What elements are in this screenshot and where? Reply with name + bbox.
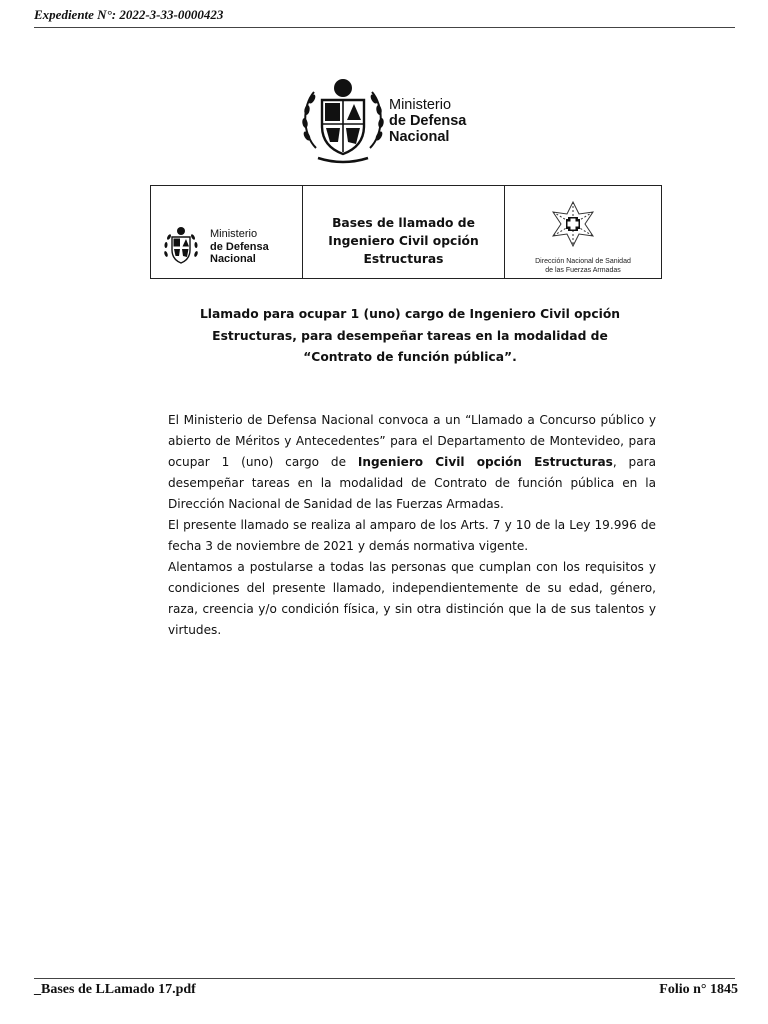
- call-title-line-1: Llamado para ocupar 1 (uno) cargo de Ingeniero Civil opción: [199, 307, 621, 321]
- body-paragraph-3: Alentamos a postularse a todas las personas que cumplan con los requisitos y condiciones del presente llamado, independientemente de su edad, género, raza, creencia y/o condición física, y sin otra distinción que la de sus talentos y virtudes.: [168, 560, 656, 637]
- ministry-name-small: [210, 228, 269, 266]
- call-title-line-2: Estructuras, para desempeñar tareas en la modalidad de: [212, 328, 608, 343]
- footer-divider: [34, 978, 735, 979]
- ministry-line-3: Nacional: [389, 129, 450, 145]
- body-paragraph-2: El presente llamado se realiza al amparo de los Arts. 7 y 10 de la Ley 19.996 de fecha 3 de noviembre de 2021 y demás normativa vigente.: [168, 518, 656, 553]
- call-title: [150, 304, 670, 369]
- sanidad-star-cross-icon: [543, 200, 603, 248]
- sanidad-cell: [505, 186, 661, 278]
- ministry-small-line-3: Nacional: [210, 253, 256, 265]
- footer-filename: _Bases de LLamado 17.pdf: [34, 982, 196, 997]
- sanidad-line-1: Dirección Nacional de Sanidad: [535, 258, 631, 265]
- box-title-line-3: Estructuras: [363, 252, 444, 266]
- ministry-line-1: Ministerio: [389, 97, 452, 113]
- small-coat-of-arms-icon: [161, 226, 201, 268]
- body-paragraph-1: [168, 410, 656, 515]
- box-title-line-2: Ingeniero Civil opción: [328, 234, 479, 248]
- title-cell: [303, 186, 505, 278]
- p1-bold-position: Ingeniero Civil opción Estructuras: [357, 455, 613, 469]
- ministry-small-line-2: de Defensa: [210, 240, 269, 253]
- header-divider: [34, 27, 735, 28]
- ministry-cell: [151, 186, 303, 278]
- box-title: [303, 214, 504, 268]
- call-title-line-3: “Contrato de función pública”.: [303, 350, 517, 364]
- p1-part-b: , para desempeñar tareas en la modalidad de Contrato de función pública en la Dirección Nacional de Sanidad de las Fuerzas Armadas.: [168, 455, 656, 511]
- footer-folio: Folio n° 1845: [659, 982, 738, 997]
- sanidad-name: [505, 258, 661, 275]
- coat-of-arms-logo: [298, 76, 388, 166]
- box-title-line-1: Bases de llamado de: [332, 216, 475, 230]
- expediente-header: Expediente N°: 2022-3-33-0000423: [34, 7, 224, 22]
- p1-part-a: El Ministerio de Defensa Nacional convoca a un “Llamado a Concurso público y abierto de Méritos y Antecedentes” para el Departamento de Montevideo, para ocupar 1 (uno) cargo de: [168, 413, 656, 469]
- ministry-small-line-1: Ministerio: [210, 228, 258, 240]
- ministry-name-main: [389, 97, 466, 145]
- ministry-line-2: de Defensa: [389, 113, 467, 129]
- document-header-box: [150, 185, 662, 279]
- body-text: [168, 410, 656, 641]
- sanidad-line-2: de las Fuerzas Armadas: [545, 266, 621, 274]
